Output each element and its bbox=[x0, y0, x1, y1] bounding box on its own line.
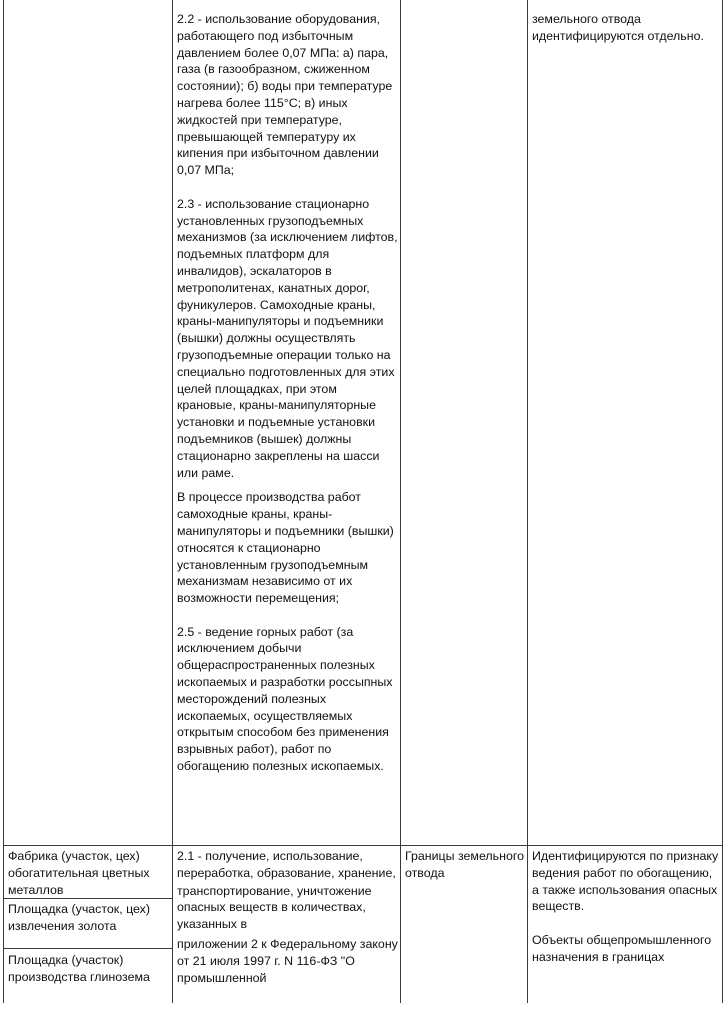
boundary-text: Границы земельного отвода bbox=[405, 849, 524, 880]
table-border-left bbox=[3, 0, 4, 1003]
row-divider-col1-b bbox=[3, 948, 173, 949]
facility-name-1: Фабрика (участок, цех) обогатительная цветных металлов bbox=[8, 849, 150, 897]
section-2-5-paragraph: 2.5 - ведение горных работ (за исключением добычи общераспространенных полезных ископаемых и разработки россыпных месторождений полезных ископаемых, осуществляемых открытым способом без применения взрывных работ), работ по обогащению полезных ископаемых. bbox=[177, 624, 393, 774]
identification-text: Идентифицируются по признаку ведения работ по обогащению, а также использования опасных веществ. bbox=[532, 849, 719, 914]
table-border-right bbox=[722, 0, 723, 1003]
section-2-1-part-3: приложении 2 к Федеральному закону от 21 июля 1997 г. N 116-ФЗ "О промышленной bbox=[177, 936, 398, 985]
top-row-requirements-cell bbox=[177, 11, 399, 775]
facility-name-3: Площадка (участок) производства глинозема bbox=[8, 953, 150, 984]
row-divider-main bbox=[3, 845, 723, 846]
boundary-cell bbox=[405, 848, 527, 882]
section-2-2-paragraph: 2.2 - использование оборудования, работающего под избыточным давлением более 0,07 МПа: а) пара, газа (в газообразном, сжиженном состоянии); б) воды при температуре нагрева более 115°С; в) иных жидкостей при температуре, превышающей температуру их кипения при избыточном давлении 0,07 МПа; bbox=[177, 12, 393, 178]
table-border-col2 bbox=[400, 0, 401, 1003]
table-border-col3 bbox=[527, 0, 528, 1003]
general-objects-text: Объекты общепромышленного назначения в границах bbox=[532, 932, 712, 964]
facility-name-2: Площадка (участок, цех) извлечения золота bbox=[8, 902, 151, 933]
cranes-note-paragraph: В процессе производства работ самоходные краны, краны-манипуляторы и подъемники (вышки) относятся к стационарно установленным грузоподъемным механизмам независимо от их возможности перемещения; bbox=[177, 490, 394, 606]
top-row-identification-text: земельного отвода идентифицируются отдельно. bbox=[532, 12, 704, 43]
section-2-1-part-1: 2.1 - получение, использование, переработка, образование, хранение, bbox=[177, 849, 396, 880]
bottom-row-identification-cell bbox=[532, 848, 722, 966]
top-row-identification-cell bbox=[532, 11, 722, 45]
bottom-row-requirements-cell bbox=[177, 848, 399, 986]
section-2-3-paragraph: 2.3 - использование стационарно установленных грузоподъемных механизмов (за исключением лифтов, подъемных платформ для инвалидов), эскалаторов в метрополитенах, канатных дорог, фуникулеров. Самоходные краны, краны-манипуляторы и подъемники (вышки) должны осуществлять грузоподъемные операции только на специально подготовленных для этих целей площадках, при этом крановые, краны-манипуляторные установки и подъемные установки подъемников (вышек) должны стационарно закреплены на шасси или раме. bbox=[177, 196, 398, 480]
table-border-col1 bbox=[172, 0, 173, 1003]
section-2-1-part-2: транспортирование, уничтожение опасных веществ в количествах, указанных в bbox=[177, 883, 372, 932]
